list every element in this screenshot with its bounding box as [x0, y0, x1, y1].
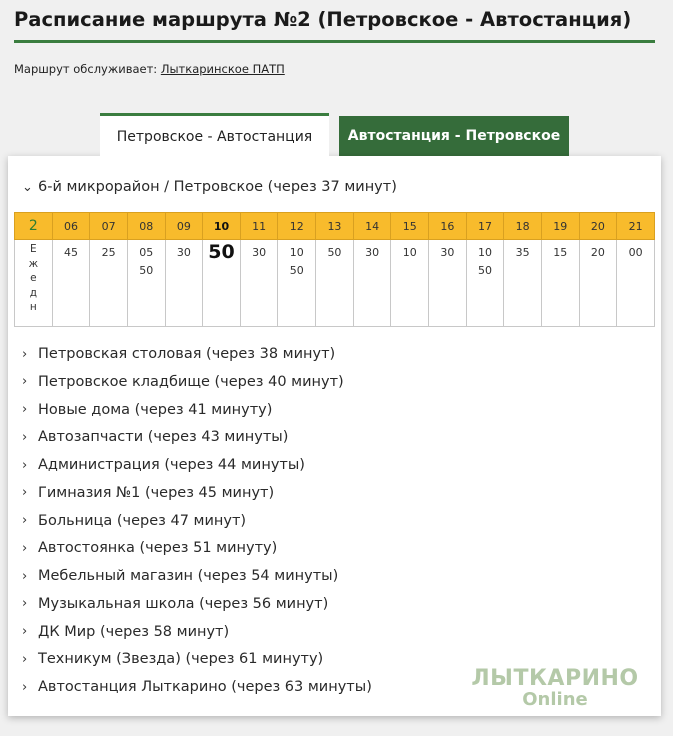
minutes-cell — [617, 240, 655, 327]
stop-item-expanded[interactable] — [22, 175, 397, 199]
departure-minute: 50 — [208, 241, 235, 263]
minutes-cell — [429, 240, 467, 327]
departure-minute: 30 — [440, 246, 455, 259]
operator-info — [14, 62, 285, 76]
minutes-cell — [353, 240, 391, 327]
chevron-right-icon: › — [22, 540, 28, 556]
hour-cell: 08 — [127, 213, 165, 240]
departure-minute: 10 — [289, 246, 304, 259]
stop-label: 6-й микрорайон / Петровское (через 37 минут) — [38, 179, 397, 195]
departure-minute: 05 — [139, 246, 154, 259]
minutes-cell — [203, 240, 241, 327]
minutes-cell — [52, 240, 90, 327]
minutes-cell — [541, 240, 579, 327]
day-type-letter: ж — [28, 257, 39, 270]
stop-label: Мебельный магазин (через 54 минуты) — [38, 568, 339, 584]
stop-item[interactable] — [22, 342, 335, 366]
stop-item[interactable] — [22, 564, 338, 588]
schedule-table — [14, 212, 655, 327]
stop-item[interactable] — [22, 675, 372, 699]
minutes-cell — [127, 240, 165, 327]
operator-link[interactable]: Лыткаринское ПАТП — [160, 62, 285, 76]
hour-cell: 17 — [466, 213, 504, 240]
logo-line1: ЛЫТКАРИНО — [471, 666, 639, 691]
stop-label: Гимназия №1 (через 45 минут) — [38, 484, 275, 501]
day-type-cell — [15, 240, 53, 327]
chevron-right-icon: › — [22, 346, 28, 362]
stop-label: Автостоянка (через 51 минуту) — [38, 540, 278, 557]
day-type-letter: н — [29, 301, 37, 313]
tab-avtostantsiya-petrovskoe[interactable]: Автостанция - Петровское — [339, 116, 569, 156]
chevron-right-icon: › — [22, 513, 28, 528]
departure-minute: 00 — [628, 246, 643, 259]
departure-minute: 50 — [327, 246, 342, 259]
stop-label: Администрация (через 44 минуты) — [38, 457, 305, 473]
stop-label: Автостанция Лыткарино (через 63 минуты) — [38, 679, 372, 695]
stop-label: Петровская столовая (через 38 минут) — [38, 346, 336, 362]
stop-item[interactable] — [22, 536, 277, 560]
title-divider — [14, 40, 655, 43]
departure-minute: 50 — [139, 264, 154, 277]
departure-minute: 15 — [553, 246, 568, 259]
departure-minute: 30 — [365, 246, 380, 259]
departure-minute: 45 — [63, 246, 78, 259]
hour-cell: 09 — [165, 213, 203, 240]
hour-cell: 07 — [90, 213, 128, 240]
logo-line2: Online — [522, 689, 588, 710]
hours-row — [15, 213, 655, 240]
departure-minute: 25 — [101, 246, 116, 259]
minutes-cell — [579, 240, 617, 327]
hour-cell: 06 — [52, 213, 90, 240]
minutes-cell — [466, 240, 504, 327]
schedule-panel — [8, 156, 661, 716]
hour-cell: 19 — [541, 213, 579, 240]
chevron-right-icon: › — [22, 568, 28, 584]
hour-cell: 18 — [504, 213, 542, 240]
site-logo — [470, 666, 640, 710]
stop-item[interactable] — [22, 509, 246, 533]
minutes-cell — [165, 240, 203, 327]
stop-item[interactable] — [22, 620, 229, 644]
stop-item[interactable] — [22, 398, 272, 422]
minutes-cell — [316, 240, 354, 327]
hour-cell: 12 — [278, 213, 316, 240]
chevron-right-icon: › — [22, 374, 28, 390]
stop-label: Новые дома (через 41 минуту) — [38, 401, 273, 418]
hour-cell: 21 — [617, 213, 655, 240]
departure-minute: 30 — [176, 246, 191, 259]
minutes-cell — [90, 240, 128, 327]
hour-cell: 10 — [203, 213, 241, 240]
chevron-right-icon: › — [22, 457, 28, 473]
minutes-cell — [240, 240, 278, 327]
page-title: Расписание маршрута №2 (Петровское - Автостанция) — [14, 8, 632, 31]
departure-minute: 35 — [515, 246, 530, 259]
tab-petrovskoe-avtostantsiya[interactable]: Петровское - Автостанция — [100, 113, 329, 157]
minutes-cell — [391, 240, 429, 327]
day-type-letter: Е — [30, 243, 37, 255]
stop-label: Автозапчасти (через 43 минуты) — [38, 429, 289, 446]
departure-minute: 50 — [478, 264, 492, 277]
hour-cell: 16 — [429, 213, 467, 240]
departure-minute: 20 — [590, 246, 605, 259]
stop-item[interactable] — [22, 647, 323, 671]
chevron-down-icon: ⌄ — [22, 179, 33, 195]
route-number-cell: 2 — [15, 213, 53, 240]
hour-cell: 11 — [240, 213, 278, 240]
stop-label: Музыкальная школа (через 56 минут) — [38, 595, 329, 612]
chevron-right-icon: › — [22, 651, 28, 667]
chevron-right-icon: › — [22, 402, 28, 417]
stop-item[interactable] — [22, 481, 274, 505]
departure-minute: 10 — [478, 246, 492, 259]
departure-minute: 10 — [402, 246, 417, 259]
hour-cell: 14 — [353, 213, 391, 240]
chevron-right-icon: › — [22, 429, 28, 445]
stop-item[interactable] — [22, 425, 288, 449]
stop-item[interactable] — [22, 370, 344, 394]
departure-minute: 50 — [289, 264, 304, 277]
hour-cell: 15 — [391, 213, 429, 240]
minutes-row — [15, 240, 655, 327]
departure-minute: 30 — [252, 246, 267, 259]
stop-label: Техникум (Звезда) (через 61 минуту) — [38, 651, 324, 668]
minutes-cell — [278, 240, 316, 327]
stop-item[interactable] — [22, 592, 328, 616]
stop-label: Больница (через 47 минут) — [38, 512, 247, 529]
chevron-right-icon: › — [22, 596, 28, 612]
stop-item[interactable] — [22, 453, 305, 477]
day-type-letter: е — [30, 272, 37, 284]
hour-cell: 13 — [316, 213, 354, 240]
chevron-right-icon: › — [22, 679, 28, 695]
chevron-right-icon: › — [22, 485, 28, 501]
hour-cell: 20 — [579, 213, 617, 240]
chevron-right-icon: › — [22, 624, 28, 639]
stop-label: ДК Мир (через 58 минут) — [38, 623, 230, 640]
stop-label: Петровское кладбище (через 40 минут) — [38, 373, 344, 390]
operator-label: Маршрут обслуживает: — [14, 62, 158, 76]
day-type-letter: д — [29, 286, 37, 299]
minutes-cell — [504, 240, 542, 327]
